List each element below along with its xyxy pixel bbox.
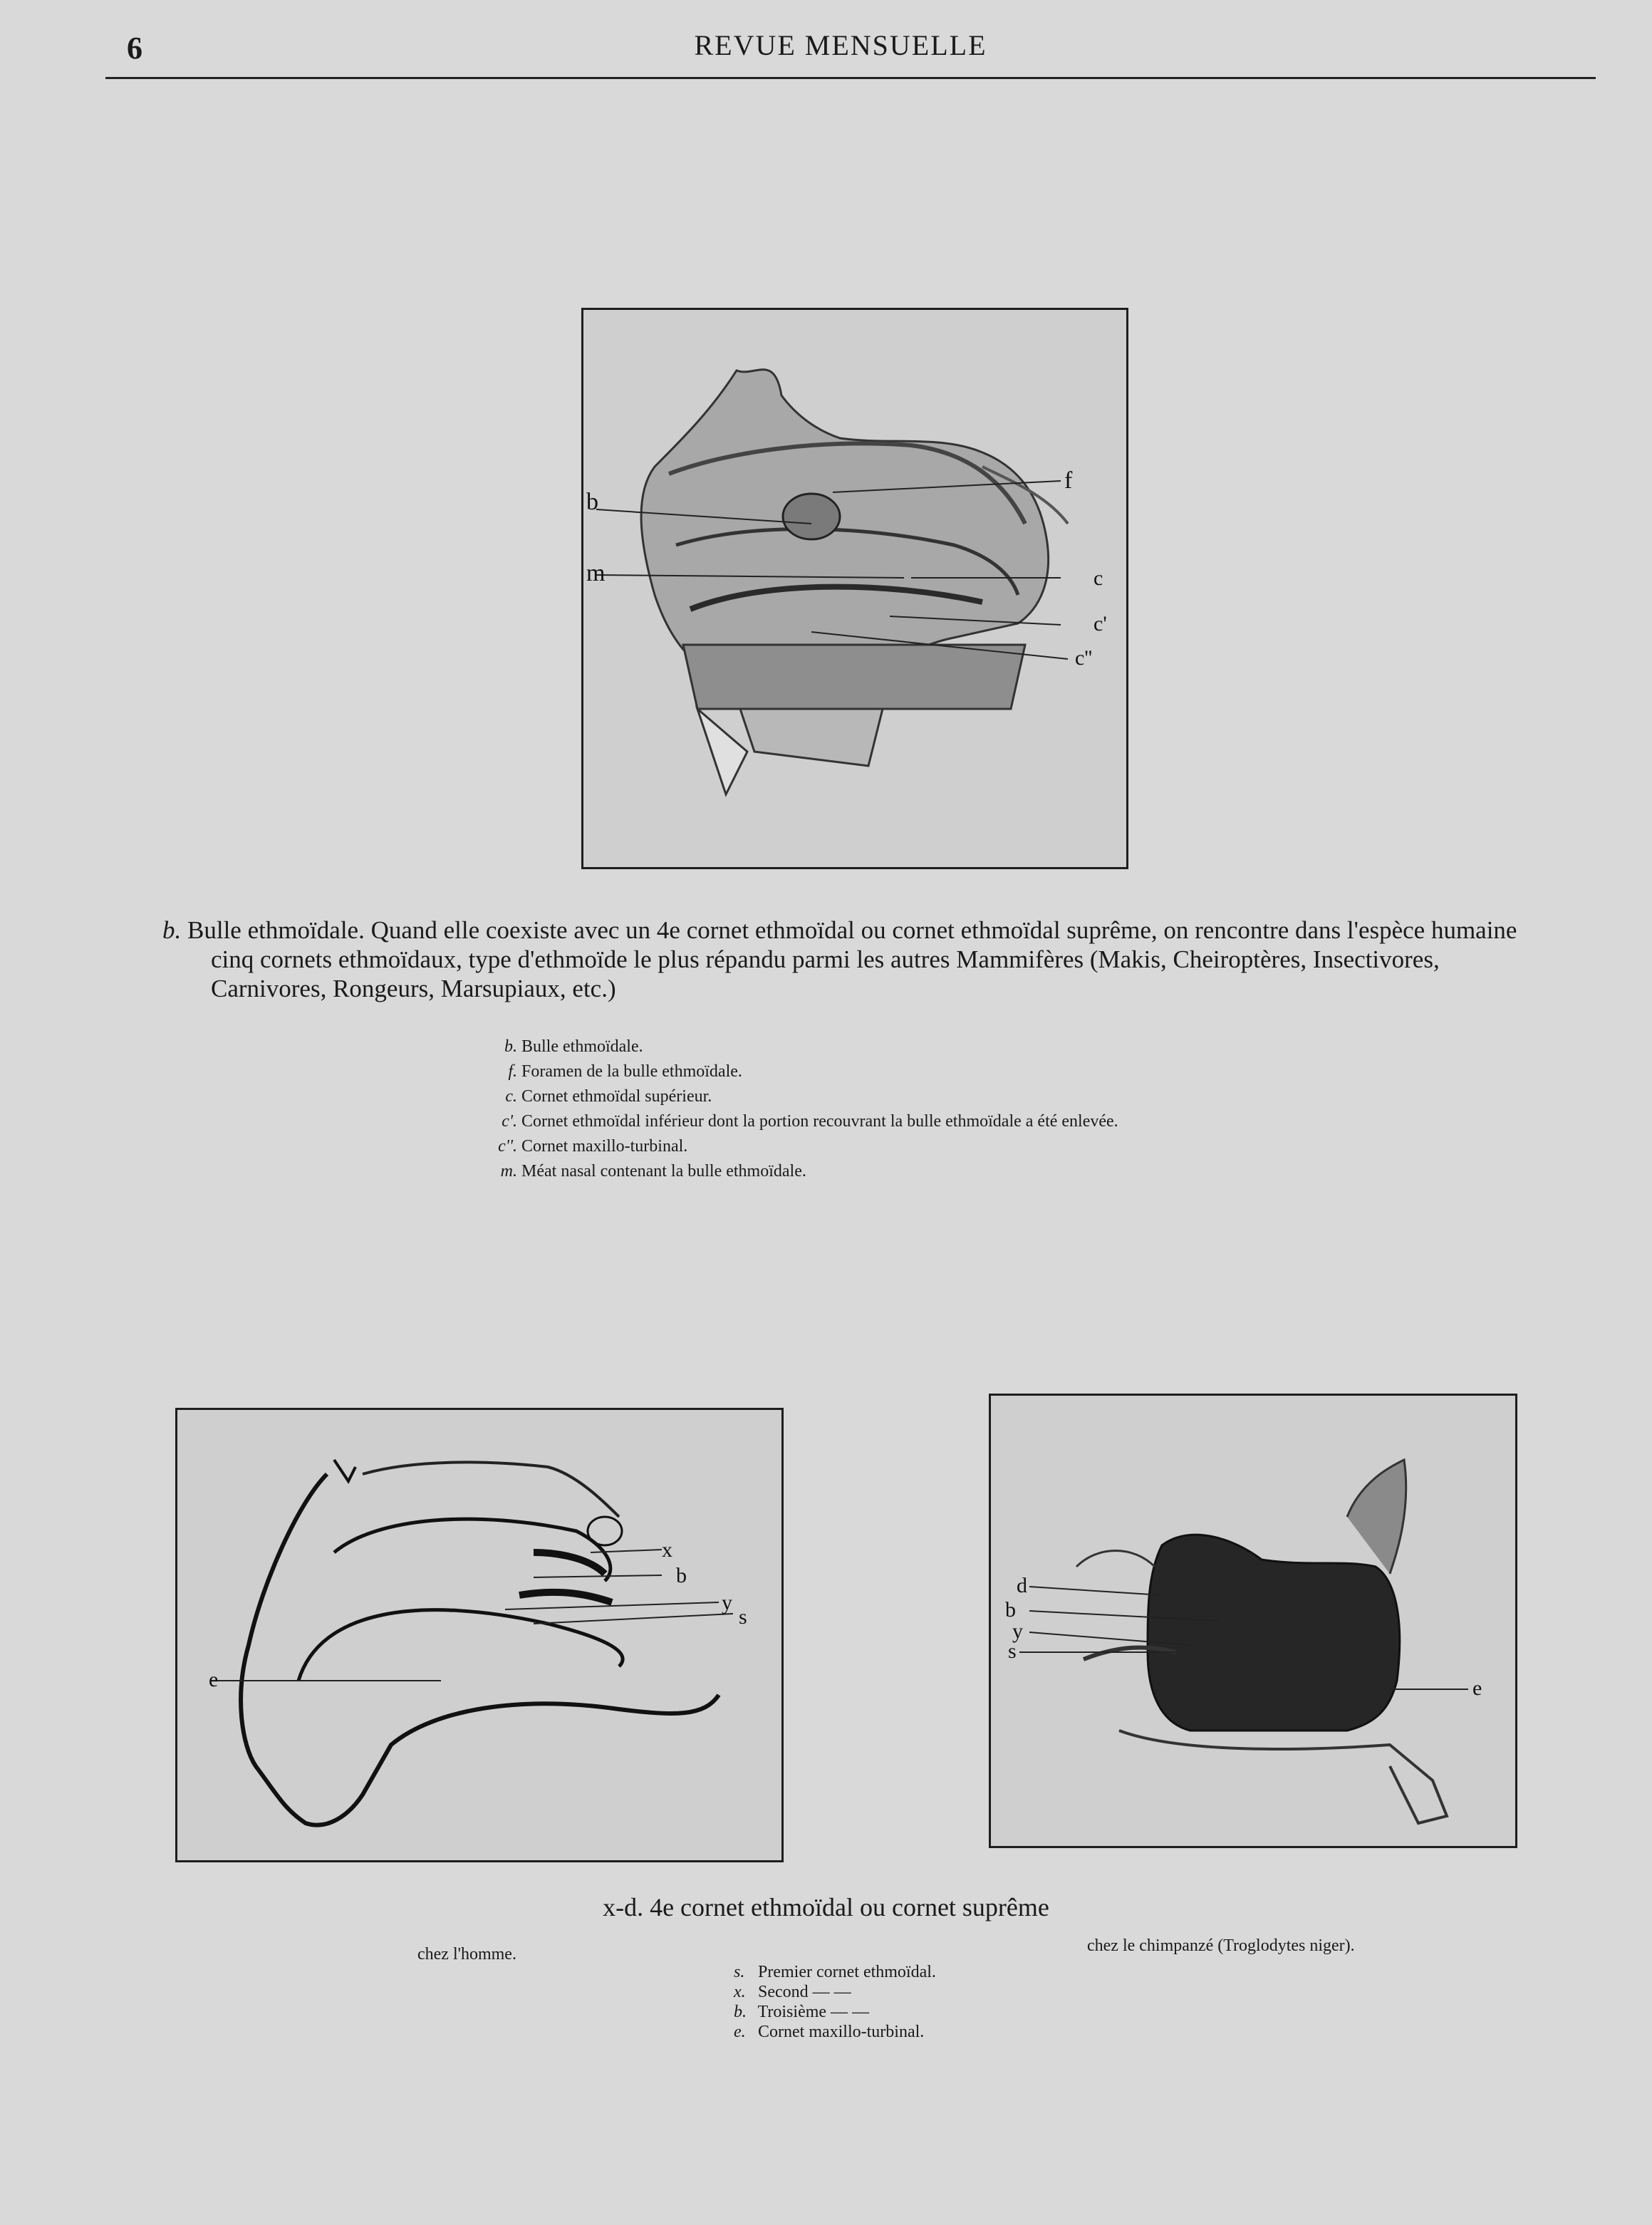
legend-text: Cornet ethmoïdal supérieur. bbox=[521, 1087, 712, 1106]
legend-key: f. bbox=[508, 1062, 517, 1081]
legend-key: x. bbox=[734, 1983, 746, 2001]
figure1-label-c-prime: c' bbox=[1093, 612, 1107, 636]
figure2-left-label-x: x bbox=[662, 1538, 672, 1562]
legend-text: Premier cornet ethmoïdal. bbox=[758, 1963, 936, 1981]
figure1-label-f: f bbox=[1064, 467, 1073, 494]
figure2-left-label-e: e bbox=[209, 1668, 219, 1691]
figure2-title: x-d. 4e cornet ethmoïdal ou cornet suprême bbox=[603, 1893, 1049, 1921]
legend-text: Méat nasal contenant la bulle ethmoïdale. bbox=[521, 1162, 806, 1181]
legend-key: c. bbox=[505, 1087, 517, 1106]
page-number: 6 bbox=[127, 31, 142, 66]
figure2-right-label-b: b bbox=[1005, 1598, 1016, 1622]
figure2-left-label-y: y bbox=[722, 1591, 732, 1614]
figure1-label-m: m bbox=[586, 560, 606, 586]
legend-row bbox=[484, 1109, 1118, 1134]
figure1-legend bbox=[484, 1034, 1118, 1184]
figure2-left-illustration bbox=[177, 1410, 781, 1860]
legend-text: Cornet maxillo-turbinal. bbox=[521, 1137, 688, 1156]
legend-key: b. bbox=[734, 2003, 747, 2021]
figure2-right-label-s: s bbox=[1008, 1639, 1017, 1663]
figure2-right-label-e: e bbox=[1472, 1676, 1482, 1700]
legend-key: b. bbox=[504, 1037, 517, 1056]
legend-text: Cornet maxillo-turbinal. bbox=[758, 2023, 925, 2041]
figure1-caption-key: b. bbox=[162, 916, 182, 944]
figure2-right-illustration bbox=[991, 1396, 1515, 1846]
legend-key: s. bbox=[734, 1963, 745, 1981]
legend-row bbox=[484, 1084, 1118, 1109]
figure2-right-label-y: y bbox=[1012, 1619, 1023, 1643]
figure2-right-label-d: d bbox=[1017, 1574, 1027, 1597]
figure1-illustration bbox=[583, 310, 1126, 867]
legend-row bbox=[734, 1982, 936, 2002]
legend-key: m. bbox=[500, 1162, 517, 1181]
figure2-left-caption: chez l'homme. bbox=[417, 1945, 516, 1964]
legend-text: Cornet ethmoïdal inférieur dont la portion recouvrant la bulle ethmoïdale a été enlevée. bbox=[521, 1112, 1118, 1131]
legend-text: Second — — bbox=[758, 1983, 851, 2001]
legend-key: c''. bbox=[498, 1137, 517, 1156]
legend-text: Troisième — — bbox=[757, 2003, 870, 2021]
header-rule bbox=[105, 77, 1596, 79]
figure2-right-caption: chez le chimpanzé (Troglodytes niger). bbox=[1087, 1936, 1355, 1955]
figure2-left-plate bbox=[175, 1408, 784, 1862]
figure1-label-c-double-prime: c'' bbox=[1075, 646, 1093, 670]
running-head: REVUE MENSUELLE bbox=[694, 29, 987, 61]
legend-row bbox=[484, 1034, 1118, 1059]
figure1-caption bbox=[162, 916, 1559, 1003]
figure2-legend bbox=[734, 1962, 936, 2042]
legend-row bbox=[484, 1134, 1118, 1159]
legend-key: c'. bbox=[502, 1112, 517, 1131]
legend-row bbox=[484, 1059, 1118, 1084]
legend-row bbox=[484, 1159, 1118, 1184]
figure1-label-b: b bbox=[586, 489, 598, 515]
figure1-caption-text: Bulle ethmoïdale. Quand elle coexiste avec un 4e cornet ethmoïdal ou cornet ethmoïdal suprême, on rencontre dans l'espèce humaine cinq cornets ethmoïdaux, type d'ethmoïde le plus répandu parmi les autres Mammifères (Makis, Cheiroptères, Insectivores, Carnivores, Rongeurs, Marsupiaux, etc.) bbox=[187, 916, 1517, 1002]
legend-key: e. bbox=[734, 2023, 746, 2041]
legend-row bbox=[734, 2002, 936, 2022]
legend-text: Bulle ethmoïdale. bbox=[521, 1037, 643, 1056]
legend-row bbox=[734, 2022, 936, 2042]
figure2-left-label-b: b bbox=[676, 1564, 687, 1587]
figure1-plate bbox=[581, 308, 1128, 869]
legend-row bbox=[734, 1962, 936, 1982]
figure2-right-plate bbox=[989, 1394, 1517, 1848]
figure1-label-c: c bbox=[1093, 566, 1103, 590]
figure2-left-label-s: s bbox=[739, 1605, 747, 1629]
legend-text: Foramen de la bulle ethmoïdale. bbox=[521, 1062, 742, 1081]
